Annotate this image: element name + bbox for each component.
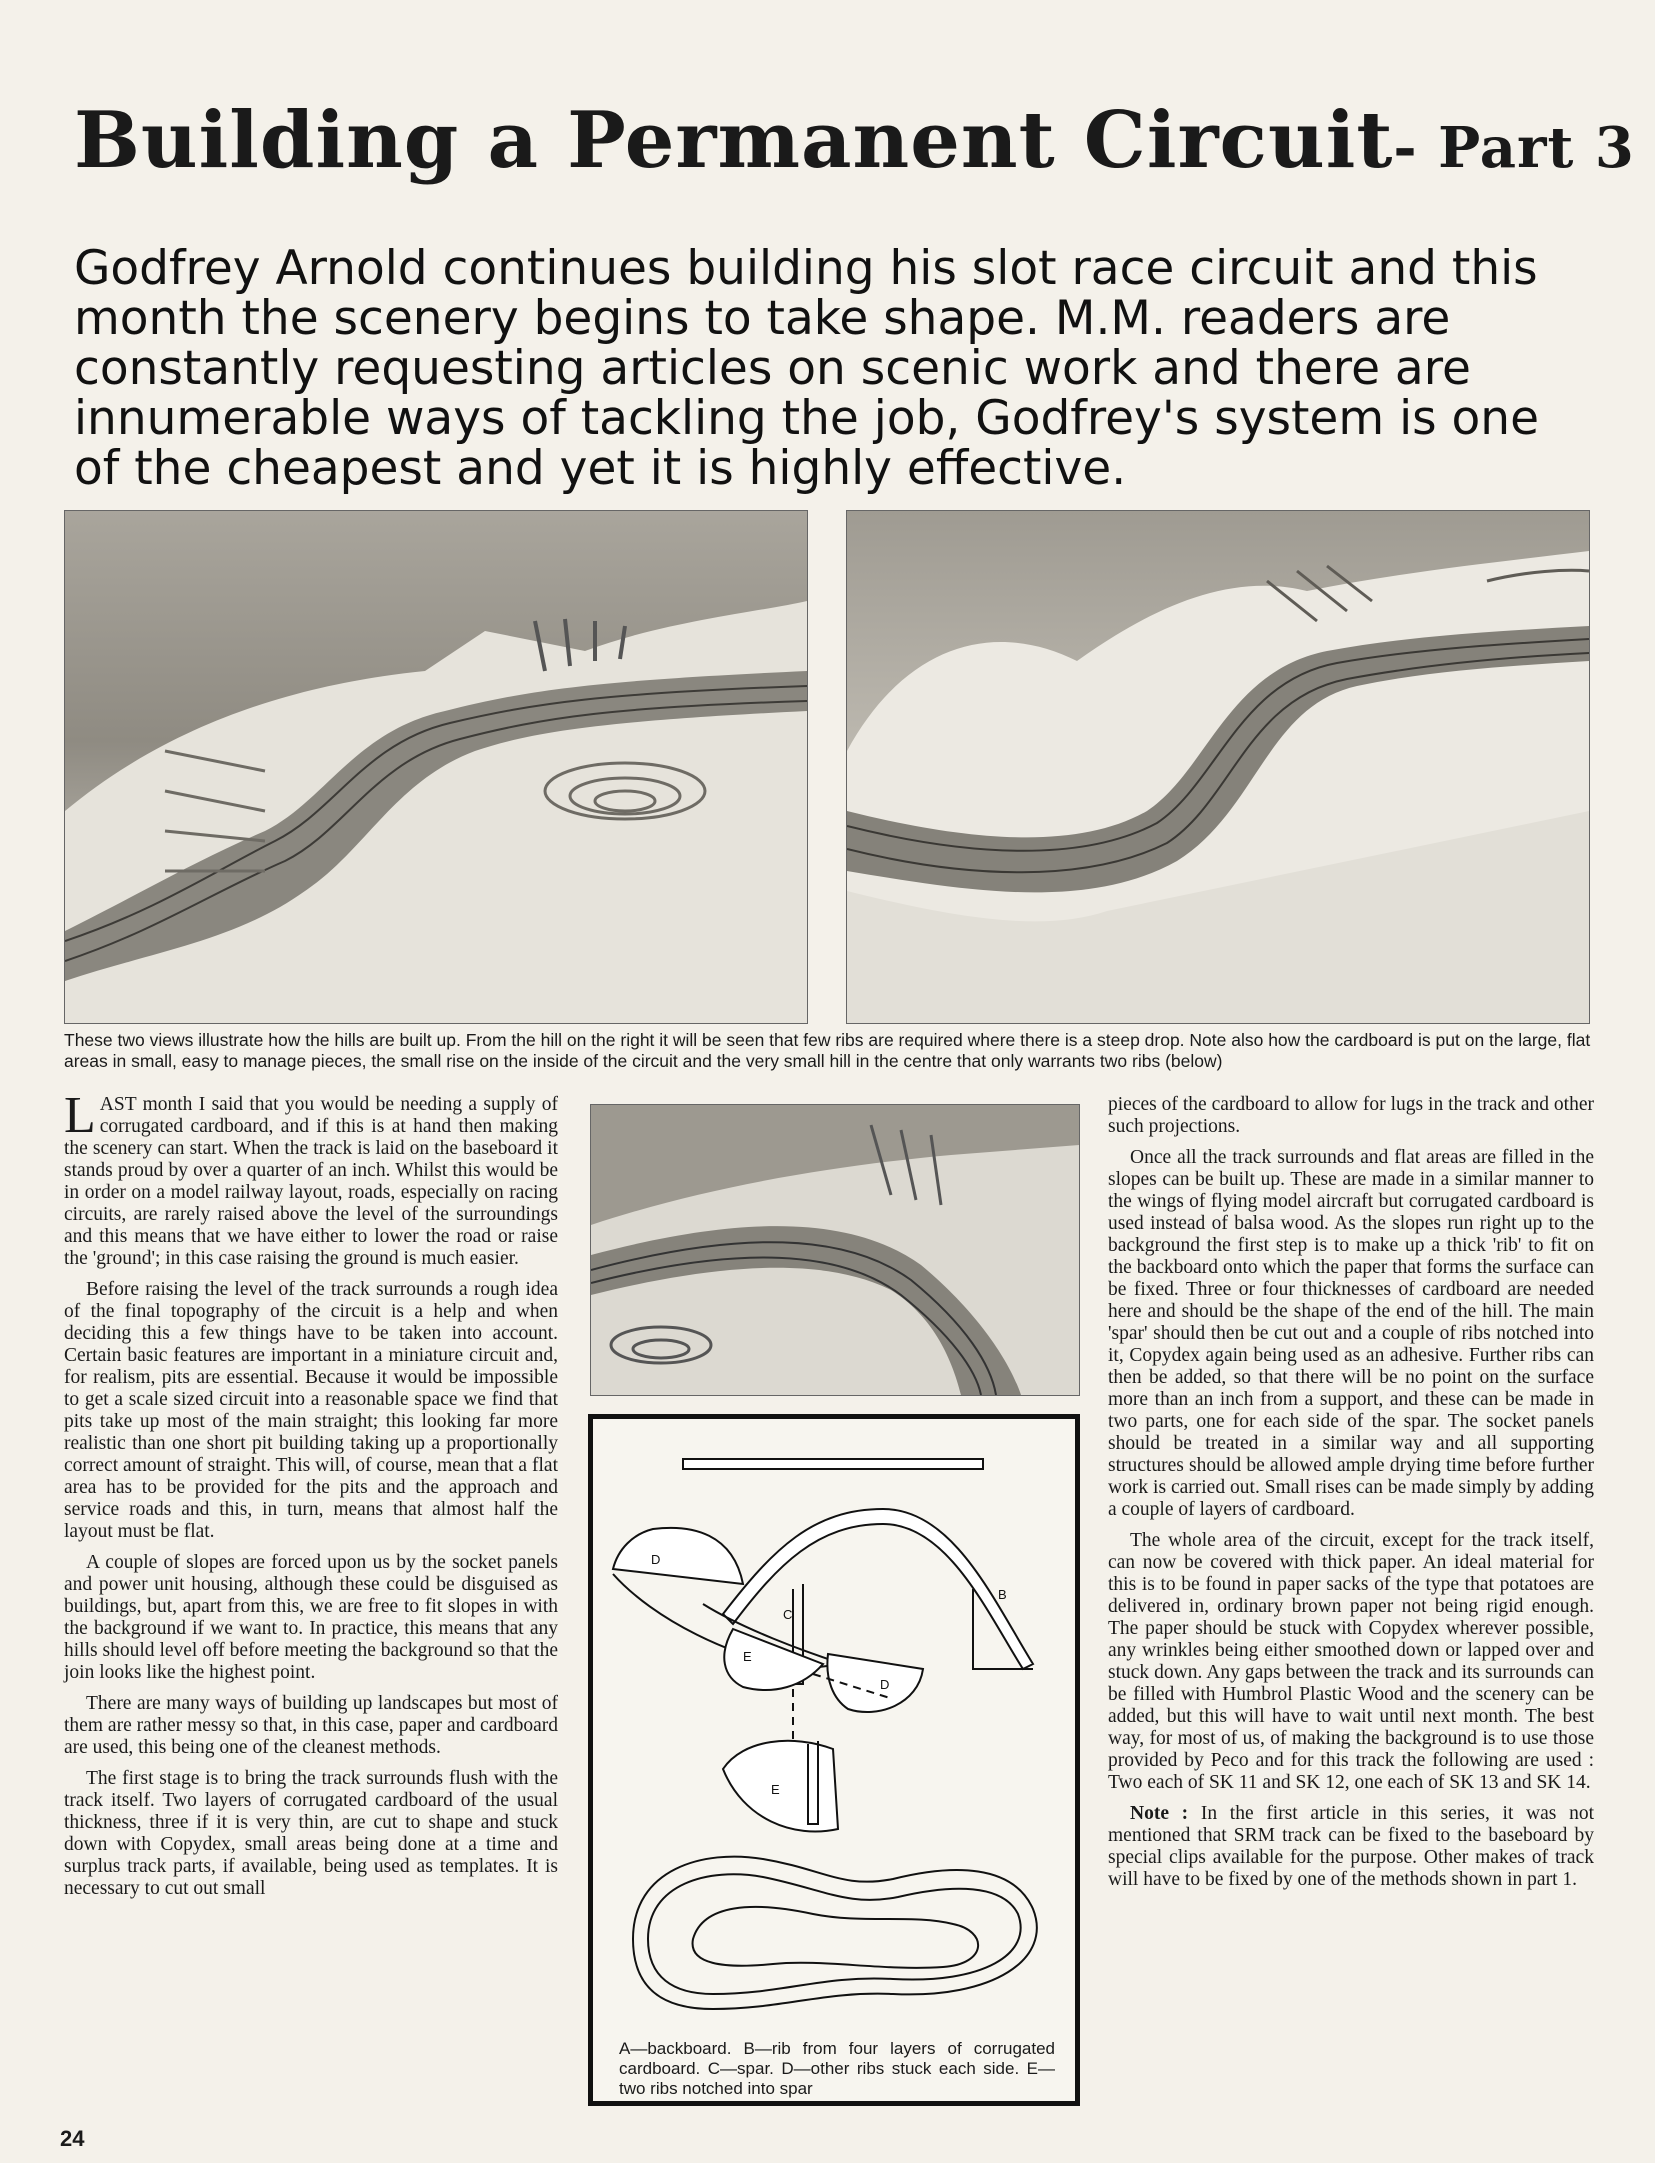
label-c: C <box>783 1607 793 1622</box>
column-3 <box>1108 1094 1594 1900</box>
note-text: In the first article in this series, it was not mentioned that SRM track can be fixed to the baseboard by special clips available for the purpose. Other makes of track will have to be fixed by one of the methods shown in part 1. <box>1108 1803 1594 1890</box>
paragraph-3-4 <box>1108 1803 1594 1891</box>
label-e-upper: E <box>743 1649 752 1664</box>
diagram-caption: A—backboard. B—rib from four layers of corrugated cardboard. C—spar. D—other ribs stuck each side. E— two ribs notched into spar <box>619 2039 1055 2098</box>
label-b: B <box>998 1587 1007 1602</box>
paragraph-3-3: The whole area of the circuit, except for the track itself, can now be covered with thick paper. An ideal material for this is to be found in paper sacks of the type that potatoes are delivered in, ordinary brown paper not being rigid enough. The paper should be stuck with Copydex wherever possible, any wrinkles being either smoothed down or lapped over and stuck down. Any gaps between the track and its surrounds can be filled with Humbrol Plastic Wood and the scenery can be added, but this will have to wait until next month. The best way, for most of us, of making the background is to use those provided by Peco and for this track the following are used : Two each of SK 11 and SK 12, one each of SK 13 and SK 14. <box>1108 1530 1594 1793</box>
column-1 <box>64 1087 558 1909</box>
title-main: Building a Permanent Circuit <box>74 95 1394 186</box>
photo-middle-image <box>591 1105 1079 1395</box>
paragraph-1-2: Before raising the level of the track surrounds a rough idea of the final topography of the circuit is a help and when deciding this a few things have to be taken into account. Certain basic features are important in a miniature circuit and, for realism, pits are essential. Because it would be impossible to get a scale sized circuit into a reasonable space we find that pits take up most of the main straight; this looking far more realistic than one short pit building taking up a proportionally correct amount of straight. This will, of course, mean that a flat area has to be provided for the pits and the approach and service roads and this, in turn, means that almost half the layout must be flat. <box>64 1279 558 1542</box>
label-e-lower: E <box>771 1782 780 1797</box>
photo-hills-left <box>64 510 808 1024</box>
diagram-box <box>588 1414 1080 2106</box>
paragraph-1-1 <box>64 1087 558 1270</box>
paragraph-1-5: The first stage is to bring the track surrounds flush with the track itself. Two layers of corrugated cardboard of the usual thickness, three if it is very thin, are cut to shape and stuck down with Copydex, small areas being done at a time and surplus track parts, if available, being used as templates. It is necessary to cut out small <box>64 1768 558 1899</box>
photo-hills-right <box>846 510 1590 1024</box>
photo-left-image <box>65 511 807 1023</box>
note-label: Note : <box>1130 1803 1189 1824</box>
photo-small-hill <box>590 1104 1080 1396</box>
article-title <box>74 95 1635 193</box>
paragraph-3-2: Once all the track surrounds and flat areas are filled in the slopes can be built up. These are made in a similar manner to the wings of flying model aircraft but corrugated cardboard is used instead of balsa wood. As the slopes run right up to the background the first step is to make up a thick 'rib' to fit on the backboard onto which the paper that forms the surface can be fixed. Three or four thicknesses of cardboard are needed here and should be the shape of the end of the hill. The main 'spar' should then be cut out and a couple of ribs notched into it, Copydex again being used as an adhesive. Further ribs can then be added, so that there will be no point on the surface more than an inch from a support, and these can be made in two parts, one for each side of the spar. The socket panels should be treated in a similar way and all supporting structures should be allowed ample drying time before further work is carried out. Small rises can be made simply by adding a couple of layers of cardboard. <box>1108 1147 1594 1520</box>
standfirst: Godfrey Arnold continues building his slot race circuit and this month the scenery begins to take shape. M.M. readers are constantly requesting articles on scenic work and there are innumerable ways of tackling the job, Godfrey's system is one of the cheapest and yet it is highly effective. <box>74 241 1540 496</box>
paragraph-1-4: There are many ways of building up landscapes but most of them are rather messy so that, in this case, paper and cardboard are used, this being one of the cleanest methods. <box>64 1693 558 1758</box>
photo-right-image <box>847 511 1589 1023</box>
label-d-left: D <box>651 1552 661 1567</box>
paragraph-text: AST month I said that you would be needing a supply of corrugated cardboard, and if this is at hand then making the scenery can start. When the track is laid on the baseboard it stands proud by over a quarter of an inch. Whilst this would be in order on a model railway layout, roads, especially on racing circuits, are rarely raised above the level of the surroundings and this means that we have either to lower the road or raise the 'ground'; in this case raising the ground is much easier. <box>64 1094 558 1269</box>
page-number: 24 <box>60 2126 85 2151</box>
rib-spar-diagram <box>593 1419 1075 2029</box>
paragraph-3-1: pieces of the cardboard to allow for lugs in the track and other such projections. <box>1108 1094 1594 1137</box>
paragraph-1-3: A couple of slopes are forced upon us by the socket panels and power unit housing, although these could be disguised as buildings, but, apart from this, we are free to fit slopes in with the background if we want to. In practice, this means that any hills should level off before meeting the background so that the join looks like the highest point. <box>64 1552 558 1683</box>
label-d-right: D <box>880 1677 890 1692</box>
photo-caption: These two views illustrate how the hills are built up. From the hill on the right it will be seen that few ribs are required where there is a steep drop. Note also how the cardboard is put on the large, flat areas in small, easy to manage pieces, the small rise on the inside of the circuit and the very small hill in the centre that only warrants two ribs (below) <box>64 1030 1591 1071</box>
dropcap: L <box>64 1087 96 1144</box>
title-part: - Part 3 <box>1393 115 1635 181</box>
